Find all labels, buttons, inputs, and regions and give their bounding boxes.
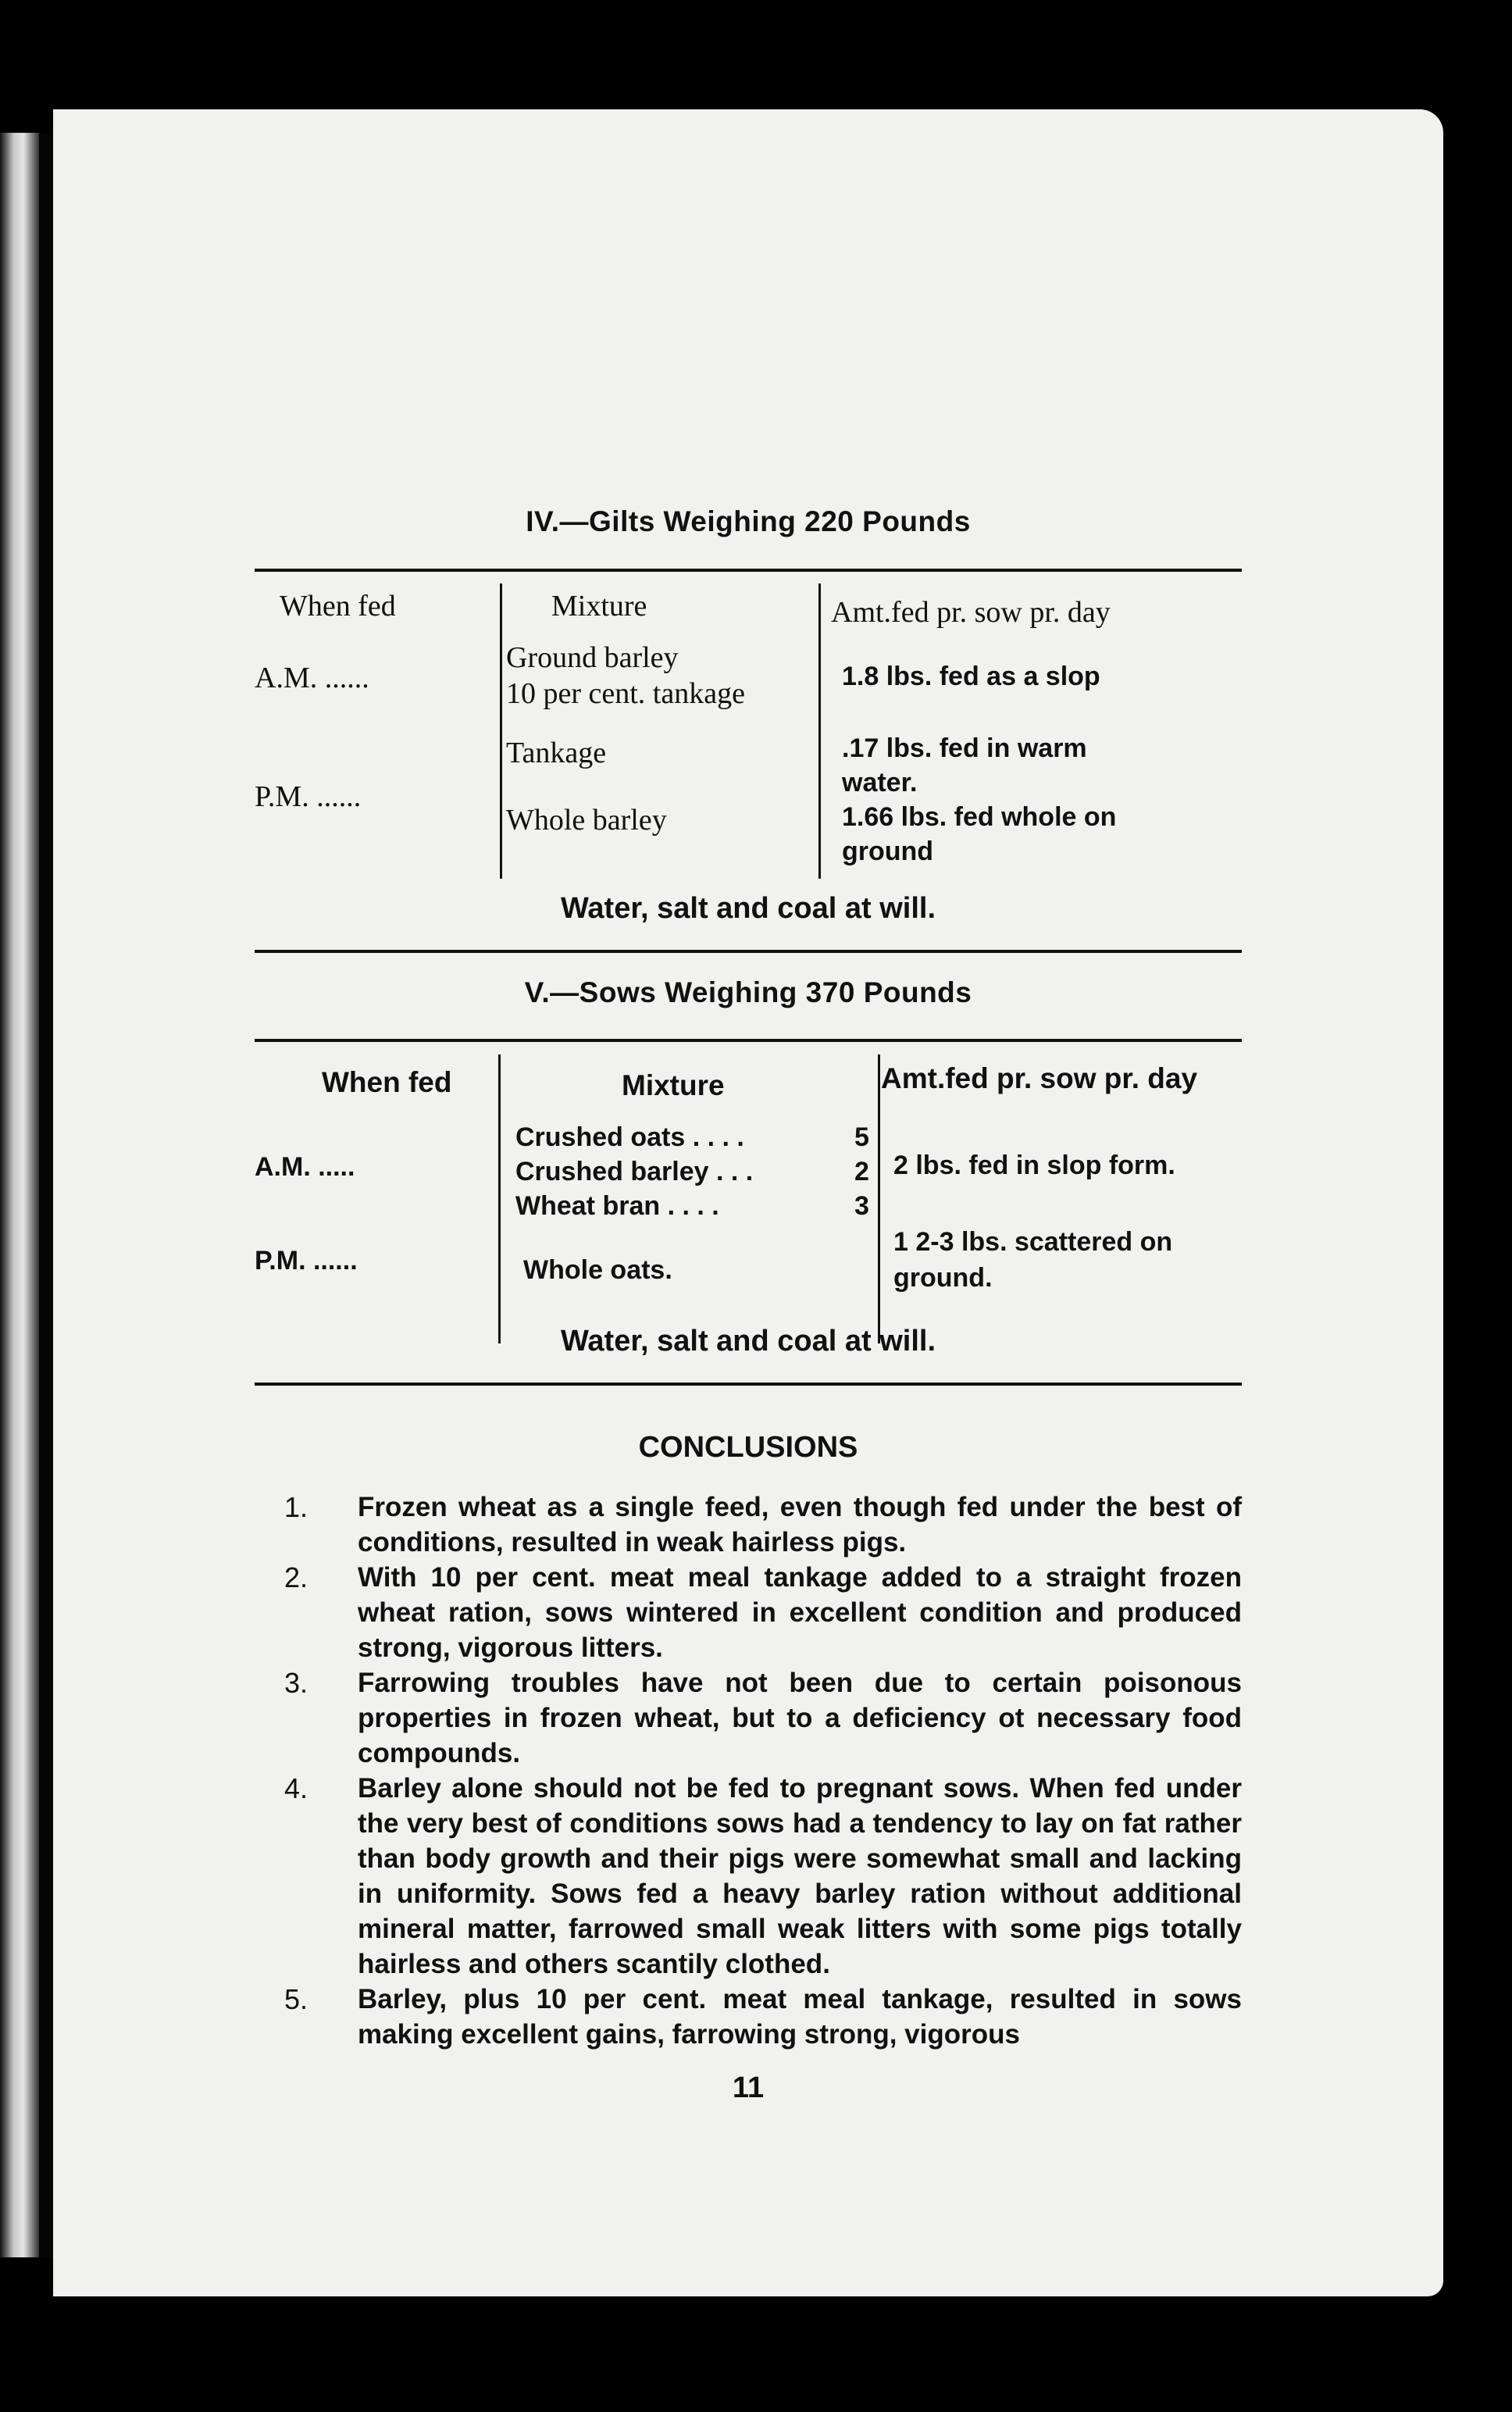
table-v-pm-amount-a: 1 2-3 lbs. scattered on: [893, 1227, 1173, 1257]
table-v-am-when: A.M. .....: [255, 1152, 355, 1182]
list-item-number: 3.: [284, 1667, 308, 1699]
table-iv-pm-when: P.M. ......: [255, 780, 362, 813]
book-spine: [39, 133, 53, 2257]
list-item-number: 1.: [284, 1491, 308, 1523]
list-item-number: 5.: [284, 1983, 308, 2015]
table-v-bottom-rule: [255, 1383, 1242, 1386]
table-iv-am-when: A.M. ......: [255, 662, 369, 694]
table-iv-header-mixture: Mixture: [551, 590, 647, 623]
table-iv-pm-mixture-1: Tankage: [506, 737, 607, 769]
table-iv-top-rule: [255, 569, 1242, 572]
table-iv-bottom-rule: [255, 950, 1242, 953]
table-iv-divider-1: [500, 583, 502, 879]
table-iv-title: IV.—Gilts Weighing 220 Pounds: [526, 505, 971, 537]
table-v-divider-2: [878, 1054, 880, 1343]
left-page-edge: [0, 133, 39, 2257]
list-item: [255, 1771, 1242, 1982]
table-v-header-when: When fed: [322, 1066, 452, 1098]
conclusions-title: CONCLUSIONS: [638, 1431, 858, 1464]
list-item-text: Barley, plus 10 per cent. meat meal tankage, resulted in sows making excellent gains, farrowing strong, vigorous: [358, 1984, 1242, 2050]
table-iv-pm-mixture-2: Whole barley: [506, 804, 667, 837]
table-v-am-mixture-1-parts: 5: [854, 1122, 869, 1152]
table-iv-am-mixture-1: Ground barley: [506, 641, 679, 674]
table-iv-am-amount: 1.8 lbs. fed as a slop: [842, 662, 1100, 691]
table-v-header-mixture: Mixture: [622, 1069, 725, 1101]
table-iv-pm-amount-1a: .17 lbs. fed in warm: [842, 733, 1087, 763]
list-item: [255, 1490, 1242, 1560]
list-item: [255, 1560, 1242, 1665]
table-v-pm-when: P.M. ......: [255, 1246, 358, 1276]
table-iv-am-mixture-2: 10 per cent. tankage: [506, 677, 745, 710]
table-iv-header-when: When fed: [280, 590, 396, 623]
table-v-am-mixture-1: Crushed oats . . . .: [515, 1122, 744, 1152]
table-iv-pm-amount-2a: 1.66 lbs. fed whole on: [842, 802, 1117, 832]
list-item: [255, 1665, 1242, 1771]
list-item-text: Barley alone should not be fed to pregnant sows. When fed under the very best of conditions sows had a tendency to lay on fat rather than body growth and their pigs were somewhat small and lacking in uniformity. Sows fed a heavy barley ration without additional mineral matter, farrowed small weak litters with some pigs totally hairless and others scantily clothed.: [358, 1773, 1242, 1979]
table-v-note: Water, salt and coal at will.: [560, 1325, 936, 1358]
table-v-pm-mixture: Whole oats.: [523, 1255, 672, 1285]
list-item: [255, 1982, 1242, 2052]
page: [53, 109, 1443, 2296]
table-v-divider-1: [498, 1054, 501, 1343]
table-v-am-mixture-2: Crushed barley . . .: [515, 1157, 754, 1186]
table-v-am-amount: 2 lbs. fed in slop form.: [893, 1151, 1175, 1180]
table-v-title: V.—Sows Weighing 370 Pounds: [524, 976, 972, 1008]
table-iv-header-amount: Amt.fed pr. sow pr. day: [831, 596, 1111, 629]
table-iv-divider-2: [818, 583, 821, 879]
table-v-am-mixture-2-parts: 2: [854, 1157, 869, 1186]
page-number: 11: [732, 2071, 765, 2104]
table-iv-note: Water, salt and coal at will.: [560, 892, 936, 925]
table-iv-pm-amount-1b: water.: [842, 768, 918, 797]
table-iv-pm-amount-2b: ground: [842, 837, 934, 866]
conclusions-list: [255, 1490, 1242, 2052]
table-v-pm-amount-b: ground.: [893, 1263, 993, 1293]
table-v-am-mixture-3-parts: 3: [854, 1191, 869, 1221]
table-v-header-amount: Amt.fed pr. sow pr. day: [881, 1062, 1198, 1094]
list-item-number: 2.: [284, 1561, 308, 1593]
list-item-text: Farrowing troubles have not been due to certain poisonous properties in frozen wheat, but to a deficiency ot necessary food compounds.: [358, 1668, 1242, 1768]
list-item-text: Frozen wheat as a single feed, even though fed under the best of conditions, resulted in weak hairless pigs.: [358, 1492, 1242, 1557]
list-item-number: 4.: [284, 1772, 308, 1804]
list-item-text: With 10 per cent. meat meal tankage added to a straight frozen wheat ration, sows wintered in excellent condition and produced strong, vigorous litters.: [358, 1562, 1242, 1663]
table-v-am-mixture-3: Wheat bran . . . .: [515, 1191, 719, 1221]
table-v-top-rule: [255, 1039, 1242, 1042]
